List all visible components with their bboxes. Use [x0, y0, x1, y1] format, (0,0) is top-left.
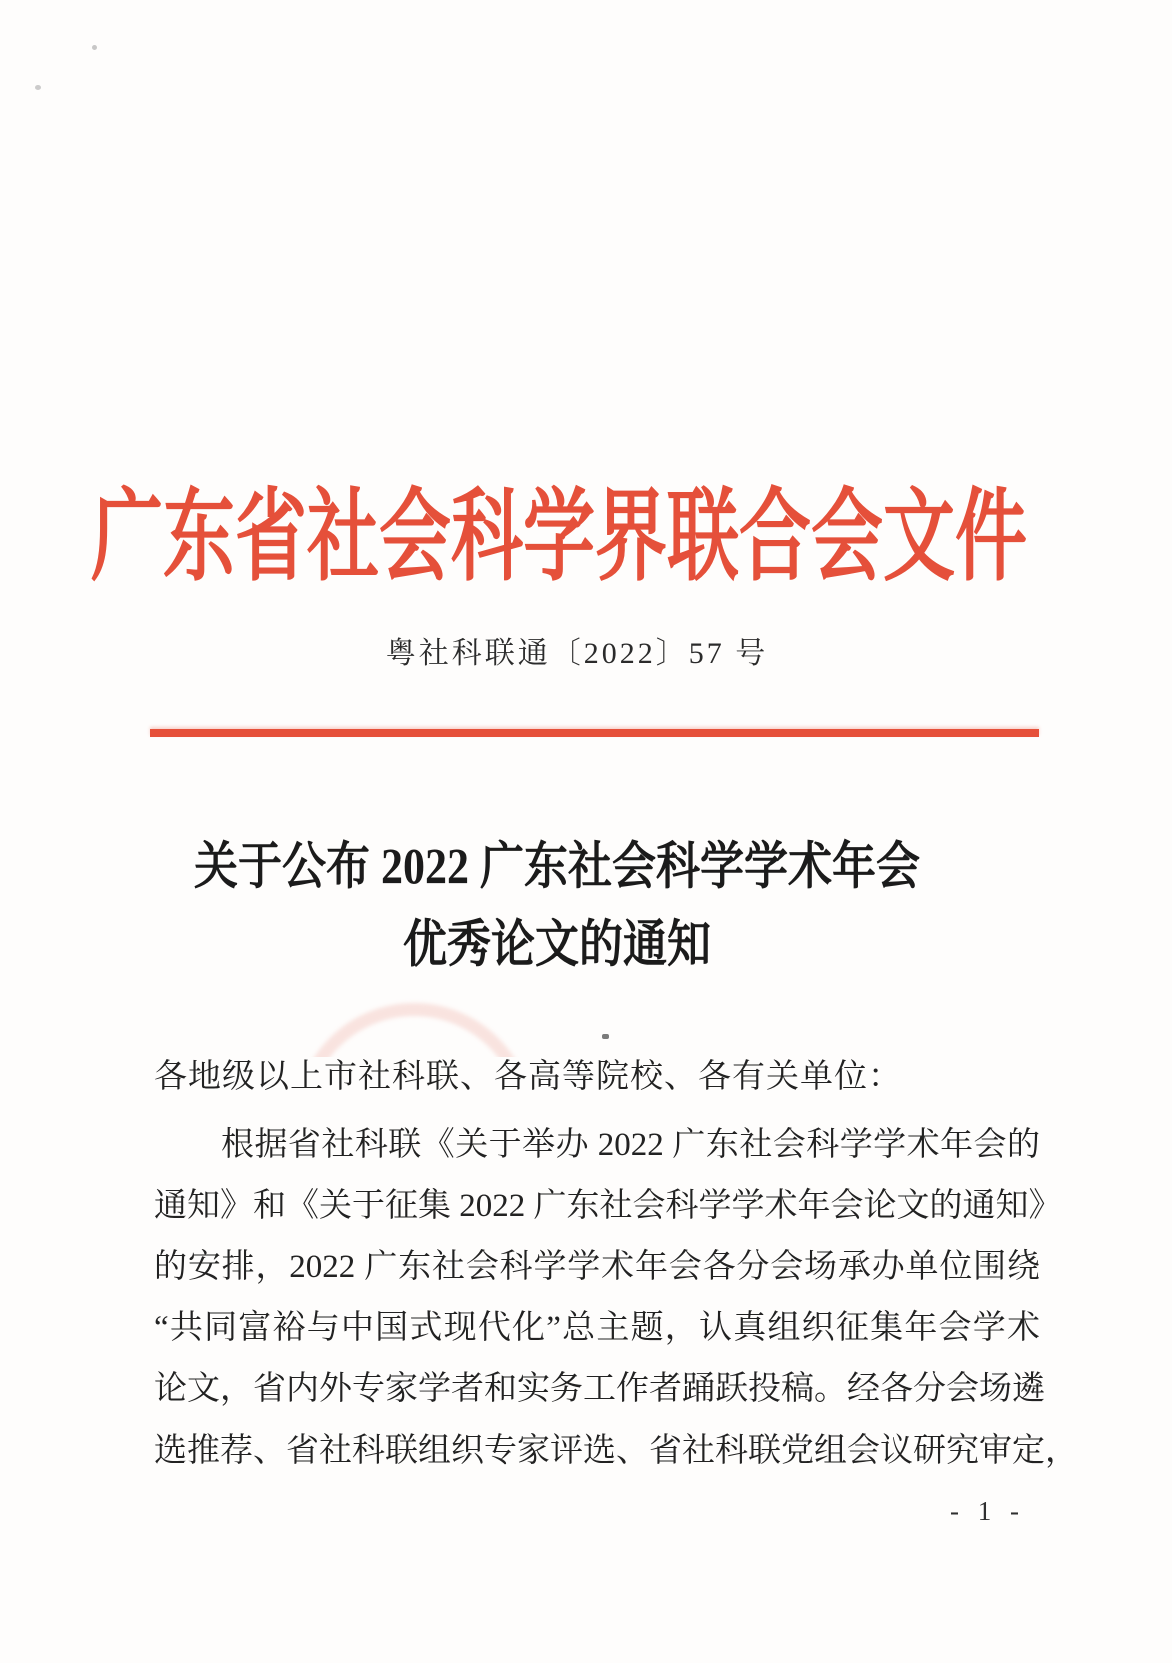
notice-title-line2: 优秀论文的通知: [403, 916, 711, 973]
body-line: 的安排，2022 广东社会科学学术年会各分会场承办单位围绕: [154, 1249, 1040, 1285]
notice-title: [0, 828, 1114, 983]
salutation-line: 各地级以上市社科联、各高等院校、各有关单位：: [154, 1059, 902, 1095]
red-divider-rule: [150, 729, 1039, 737]
body-line: “共同富裕与中国式现代化”总主题，认真组织征集年会学术: [154, 1310, 1040, 1346]
body-line: 根据省社科联《关于举办 2022 广东社会科学学术年会的: [221, 1127, 1040, 1163]
scan-speck: [35, 85, 41, 90]
body-line: 论文，省内外专家学者和实务工作者踊跃投稿。经各分会场遴: [154, 1371, 1045, 1407]
scan-speck: [92, 45, 97, 50]
notice-title-line1: 关于公布 2022 广东社会科学学术年会: [194, 838, 920, 896]
body-line: 选推荐、省社科联组织专家评选、省社科联党组会议研究审定，: [154, 1433, 1078, 1469]
faint-seal-watermark: [290, 985, 540, 1057]
document-number: 粤社科联通〔2022〕57 号: [385, 637, 769, 670]
seal-circle-arc: [295, 1003, 533, 1057]
scan-speck: [602, 1034, 609, 1039]
body-line: 通知》和《关于征集 2022 广东社会科学学术年会论文的通知》: [154, 1188, 1062, 1224]
page-number: - 1 -: [950, 1496, 1025, 1526]
letterhead-title: 广东省社会科学界联合会文件: [90, 481, 1027, 594]
